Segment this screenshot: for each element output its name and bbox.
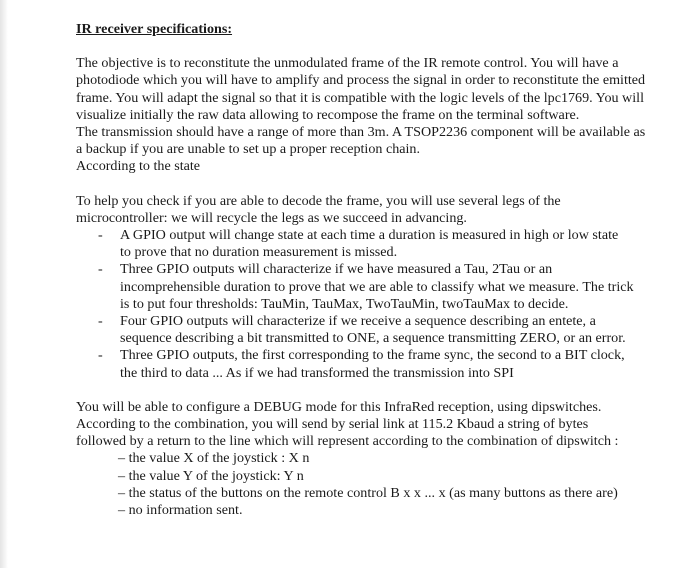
text-line: microcontroller: we will recycle the legs as we succeed in advancing. <box>76 209 467 226</box>
text-line: The transmission should have a range of more than 3m. A TSOP2236 component will be available as <box>76 124 646 141</box>
text-line: the third to data ... As if we had transformed the transmission into SPI <box>120 364 514 381</box>
text-line: to prove that no duration measurement is missed. <box>120 244 398 261</box>
text-line: frame. You will adapt the signal so that it is compatible with the logic levels of the lpc1769. You will <box>76 89 644 106</box>
text-line: photodiode which you will have to amplify and process the signal in order to reconstitute the emitted <box>76 72 646 89</box>
intro-paragraph <box>76 55 682 175</box>
list-item: – the value Y of the joystick: Y n <box>118 467 304 484</box>
text-line: To help you check if you are able to decode the frame, you will use several legs of the <box>76 192 561 209</box>
list-item <box>98 313 682 347</box>
text-line: According to the state <box>76 158 201 175</box>
text-line: Three GPIO outputs will characterize if we have measured a Tau, 2Tau or an <box>120 261 553 278</box>
document <box>76 21 682 519</box>
debug-paragraph <box>76 399 682 451</box>
section-heading: IR receiver specifications: <box>76 21 233 37</box>
bullet-dash: - <box>98 227 103 244</box>
bullet-dash: - <box>98 261 103 278</box>
text-line: The objective is to reconstitute the unmodulated frame of the IR remote control. You will have a <box>76 55 619 72</box>
list-item <box>98 227 682 261</box>
bullet-dash: - <box>98 347 103 364</box>
text-line: A GPIO output will change state at each time a duration is measured in high or low state <box>120 227 619 244</box>
list-item <box>98 261 682 313</box>
list-item: – no information sent. <box>118 502 243 519</box>
help-paragraph <box>76 193 682 227</box>
list-item: – the status of the buttons on the remote control B x x ... x (as many buttons as there are) <box>118 484 618 501</box>
text-line: You will be able to configure a DEBUG mode for this InfraRed reception, using dipswitches. <box>76 398 602 415</box>
text-line: Four GPIO outputs will characterize if we receive a sequence describing an entete, a <box>120 313 596 330</box>
debug-options-list <box>76 450 682 519</box>
page-edge-shadow <box>0 0 8 568</box>
list-item: – the value X of the joystick : X n <box>118 450 310 467</box>
text-line: According to the combination, you will send by serial link at 115.2 Kbaud a string of bytes <box>76 416 589 433</box>
text-line: sequence describing a bit transmitted to ONE, a sequence transmitting ZERO, or an error. <box>120 330 626 347</box>
list-item <box>98 347 682 381</box>
text-line: visualize initially the raw data allowing to recompose the frame on the terminal software. <box>76 106 580 123</box>
gpio-bullet-list <box>76 227 682 382</box>
text-line: incomprehensible duration to prove that we are able to classify what we measure. The trick <box>120 278 634 295</box>
text-line: followed by a return to the line which will represent according to the combination of dipswitch : <box>76 433 619 450</box>
bullet-dash: - <box>98 313 103 330</box>
text-line: is to put four thresholds: TauMin, TauMax, TwoTauMin, twoTauMax to decide. <box>120 295 569 312</box>
text-line: a backup if you are unable to set up a proper reception chain. <box>76 141 420 158</box>
text-line: Three GPIO outputs, the first corresponding to the frame sync, the second to a BIT clock, <box>120 347 625 364</box>
